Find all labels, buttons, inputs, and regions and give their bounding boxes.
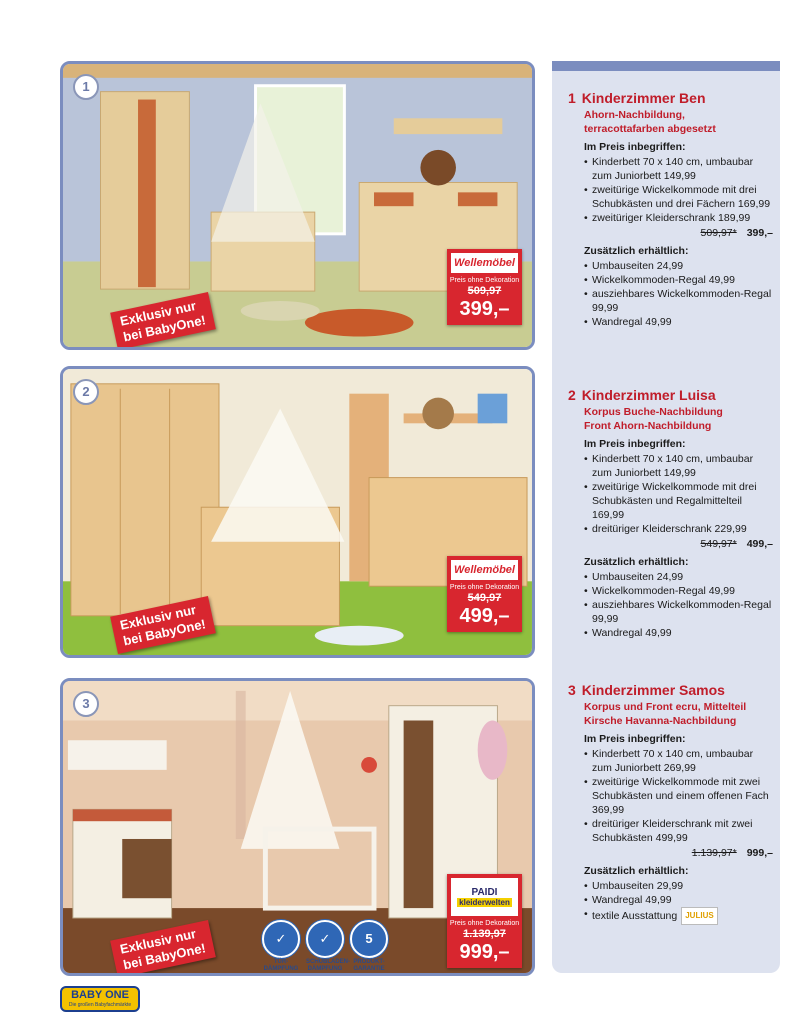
price-note: Preis ohne Dekoration bbox=[449, 584, 520, 591]
product-ben bbox=[568, 91, 773, 329]
product-title bbox=[568, 388, 773, 402]
product-subtitle bbox=[584, 108, 773, 136]
list-item: • Umbauseiten 29,99 bbox=[584, 879, 773, 893]
list-item: • ausziehbares Wickelkommoden-Regal 99,99 bbox=[584, 598, 773, 626]
product-subtitle bbox=[584, 405, 773, 433]
list-item: • Kinderbett 70 x 140 cm, umbaubar zum Juniorbett 269,99 bbox=[584, 747, 773, 775]
included-label: Im Preis inbegriffen: bbox=[584, 438, 686, 450]
new-price: 399,– bbox=[459, 298, 510, 320]
exclusive-badge: Exklusiv nur bei BabyOne! bbox=[110, 292, 216, 350]
check-seal-icon: ✓ bbox=[306, 920, 344, 958]
column-header-bar bbox=[552, 61, 780, 71]
exclusive-badge: Exklusiv nur bei BabyOne! bbox=[110, 596, 216, 654]
list-item: • Wandregal 49,99 bbox=[584, 626, 773, 640]
seal-label: SCHUBLADEN- DÄMPFUNG bbox=[306, 959, 350, 972]
brand-subline: kleiderwelten bbox=[459, 898, 510, 907]
list-item: • Kinderbett 70 x 140 cm, umbaubar zum Juniorbett 149,99 bbox=[584, 155, 773, 183]
extra-label: Zusätzlich erhältlich: bbox=[584, 865, 689, 877]
old-price: 1.139,97 bbox=[463, 928, 506, 940]
product-name: Kinderzimmer Samos bbox=[581, 682, 725, 698]
subtitle-line: Korpus und Front ecru, Mittelteil bbox=[584, 701, 747, 713]
old-total: 1.139,97* bbox=[691, 847, 737, 859]
julius-brand-logo: JULIUS bbox=[681, 907, 717, 925]
product-samos bbox=[568, 683, 773, 925]
list-item: • dreitüriger Kleiderschrank 229,99 bbox=[584, 522, 773, 536]
subtitle-line: Kirsche Havanna-Nachbildung bbox=[584, 715, 737, 727]
included-list bbox=[568, 747, 773, 845]
subtitle-line: Front Ahorn-Nachbildung bbox=[584, 420, 712, 432]
price-note: Preis ohne Dekoration bbox=[449, 277, 520, 284]
list-item: • Umbauseiten 24,99 bbox=[584, 259, 773, 273]
room-photo-ben bbox=[60, 61, 535, 350]
extra-label: Zusätzlich erhältlich: bbox=[584, 245, 689, 257]
product-title bbox=[568, 91, 773, 105]
product-number: 2 bbox=[568, 387, 576, 403]
exclusive-badge: Exklusiv nur bei BabyOne! bbox=[110, 920, 216, 976]
subtitle-line: Korpus Buche-Nachbildung bbox=[584, 406, 723, 418]
list-item bbox=[584, 907, 773, 925]
extra-label: Zusätzlich erhältlich: bbox=[584, 556, 689, 568]
included-list bbox=[568, 452, 773, 536]
new-price: 499,– bbox=[459, 605, 510, 627]
panel-number: 1 bbox=[73, 74, 99, 100]
total-price: 999,– bbox=[746, 847, 773, 859]
seal-label: PRODUKT- GARANTIE bbox=[353, 959, 385, 972]
list-item: • Wandregal 49,99 bbox=[584, 315, 773, 329]
old-total: 549,97* bbox=[700, 538, 737, 550]
product-title bbox=[568, 683, 773, 697]
subtitle-line: Ahorn-Nachbildung, bbox=[584, 109, 685, 121]
price-tag bbox=[447, 874, 522, 968]
extras-list bbox=[568, 879, 773, 925]
old-total: 509,97* bbox=[700, 227, 737, 239]
extras-list bbox=[568, 259, 773, 329]
included-label: Im Preis inbegriffen: bbox=[584, 733, 686, 745]
total-price: 499,– bbox=[746, 538, 773, 550]
seal-door-damping bbox=[262, 920, 300, 973]
product-subtitle bbox=[584, 700, 773, 728]
new-price: 999,– bbox=[459, 941, 510, 963]
product-number: 1 bbox=[568, 90, 576, 106]
list-item: • zweitürige Wickelkommode mit drei Schubkästen und drei Fächern 169,99 bbox=[584, 183, 773, 211]
brand-logo-wellemoebel: Wellemöbel bbox=[450, 559, 519, 581]
product-name: Kinderzimmer Ben bbox=[581, 90, 706, 106]
included-label: Im Preis inbegriffen: bbox=[584, 141, 686, 153]
price-tag bbox=[447, 556, 522, 632]
panel-number: 3 bbox=[73, 691, 99, 717]
list-item: • Umbauseiten 24,99 bbox=[584, 570, 773, 584]
product-name: Kinderzimmer Luisa bbox=[581, 387, 716, 403]
list-item: • ausziehbares Wickelkommoden-Regal 99,99 bbox=[584, 287, 773, 315]
room-photo-luisa bbox=[60, 366, 535, 658]
list-item: • Kinderbett 70 x 140 cm, umbaubar zum Juniorbett 149,99 bbox=[584, 452, 773, 480]
included-list bbox=[568, 155, 773, 225]
list-item: • zweitürige Wickelkommode mit zwei Schubkästen und einem offenen Fach 369,99 bbox=[584, 775, 773, 817]
set-price bbox=[568, 846, 773, 860]
list-item: • dreitüriger Kleiderschrank mit zwei Schubkästen 499,99 bbox=[584, 817, 773, 845]
set-price bbox=[568, 537, 773, 551]
babyone-logo bbox=[60, 986, 140, 1012]
total-price: 399,– bbox=[746, 227, 773, 239]
brand-logo-paidi bbox=[450, 877, 519, 917]
product-luisa bbox=[568, 388, 773, 640]
extras-list bbox=[568, 570, 773, 640]
price-tag bbox=[447, 249, 522, 325]
old-price: 509,97 bbox=[467, 285, 502, 297]
seal-label: TÜR- DÄMPFUNG bbox=[263, 959, 299, 972]
price-note: Preis ohne Dekoration bbox=[449, 920, 520, 927]
list-item: • Wickelkommoden-Regal 49,99 bbox=[584, 584, 773, 598]
brand-name: PAIDI bbox=[471, 887, 498, 898]
panel-number: 2 bbox=[73, 379, 99, 405]
seal-drawer-damping bbox=[306, 920, 350, 973]
logo-text: BABY ONE bbox=[71, 989, 129, 1001]
check-seal-icon: ✓ bbox=[262, 920, 300, 958]
subtitle-line: terracottafarben abgesetzt bbox=[584, 123, 716, 135]
old-price: 549,97 bbox=[467, 592, 502, 604]
brand-logo-wellemoebel: Wellemöbel bbox=[450, 252, 519, 274]
seal-product-guarantee bbox=[350, 920, 388, 973]
list-item: • Wandregal 49,99 bbox=[584, 893, 773, 907]
product-number: 3 bbox=[568, 682, 576, 698]
list-item: • Wickelkommoden-Regal 49,99 bbox=[584, 273, 773, 287]
list-item: • zweitüriger Kleiderschrank 189,99 bbox=[584, 211, 773, 225]
quality-seals bbox=[262, 920, 388, 973]
set-price bbox=[568, 226, 773, 240]
logo-tagline: Die großen Babyfachmärkte bbox=[68, 1002, 132, 1008]
guarantee-seal-icon: 5 bbox=[350, 920, 388, 958]
list-item: • zweitürige Wickelkommode mit drei Schubkästen und Regalmittelteil 169,99 bbox=[584, 480, 773, 522]
list-item-text: textile Ausstattung bbox=[592, 909, 678, 922]
